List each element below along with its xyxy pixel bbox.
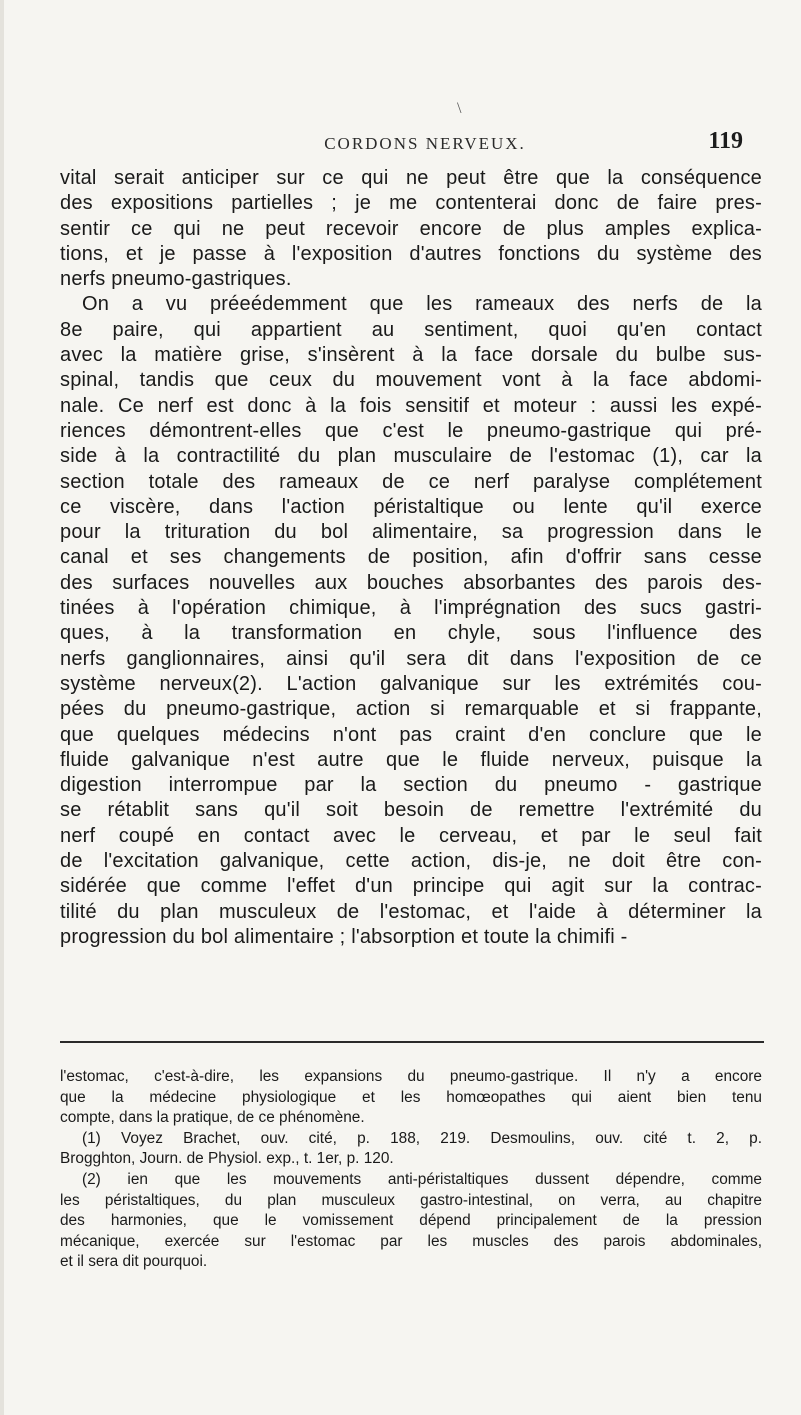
main-text: [60, 166, 762, 950]
text-line: side à la contractilité du plan musculaire de l'estomac (1), car la: [60, 445, 762, 468]
text-line: nerfs pneumo-gastriques.: [60, 268, 292, 291]
text-line: tilité du plan musculeux de l'estomac, et l'aide à déterminer la: [60, 900, 762, 923]
footnote-line: (2) ien que les mouvements anti-péristaltiques dussent dépendre, comme: [82, 1170, 762, 1188]
footnote-line: les péristaltiques, du plan musculeux gastro-intestinal, on verra, au chapitre: [60, 1191, 762, 1209]
footnote-line: (1) Voyez Brachet, ouv. cité, p. 188, 219. Desmoulins, ouv. cité t. 2, p.: [82, 1129, 762, 1147]
footnote-line: et il sera dit pourquoi.: [60, 1253, 208, 1271]
text-line: On a vu préeédemment que les rameaux des nerfs de la: [82, 293, 762, 316]
text-line: fluide galvanique n'est autre que le fluide nerveux, puisque la: [60, 748, 762, 771]
text-line: spinal, tandis que ceux du mouvement vont à la face abdomi-: [60, 369, 762, 392]
running-title: CORDONS NERVEUX.: [324, 134, 526, 153]
text-line: 8e paire, qui appartient au sentiment, quoi qu'en contact: [60, 318, 762, 341]
page-header: [60, 126, 761, 154]
text-line: de l'excitation galvanique, cette action, dis-je, ne doit être con-: [60, 850, 762, 873]
page-edge-shadow: [0, 0, 4, 1415]
text-line: pées du pneumo-gastrique, action si remarquable et si frappante,: [60, 698, 762, 721]
text-line: ques, à la transformation en chyle, sous l'influence des: [60, 622, 762, 645]
text-line: des surfaces nouvelles aux bouches absorbantes des parois des-: [60, 571, 762, 594]
text-line: se rétablit sans qu'il soit besoin de remettre l'extrémité du: [60, 799, 762, 822]
footnote-line: des harmonies, que le vomissement dépend principalement de la pression: [60, 1212, 762, 1230]
text-line: vital serait anticiper sur ce qui ne peut être que la conséquence: [60, 167, 762, 189]
text-line: nerf coupé en contact avec le cerveau, et par le seul fait: [60, 824, 762, 847]
text-line: des expositions partielles ; je me contenterai donc de faire pres-: [60, 192, 762, 215]
footnotes: [60, 1067, 762, 1273]
text-line: tinées à l'opération chimique, à l'imprégnation des sucs gastri-: [60, 597, 762, 620]
text-line: sentir ce qui ne peut recevoir encore de plus amples explica-: [60, 217, 762, 240]
text-line: système nerveux(2). L'action galvanique sur les extrémités cou-: [60, 672, 762, 695]
footnote-separator: [60, 1041, 764, 1043]
text-line: tions, et je passe à l'exposition d'autres fonctions du système des: [60, 242, 762, 265]
top-margin-mark: \: [457, 100, 462, 117]
text-line: section totale des rameaux de ce nerf paralyse complétement: [60, 470, 762, 493]
footnote-line: mécanique, exercée sur l'estomac par les muscles des parois abdominales,: [60, 1232, 762, 1250]
text-line: canal et ses changements de position, afin d'offrir sans cesse: [60, 546, 762, 569]
text-line: que quelques médecins n'ont pas craint d'en conclure que le: [60, 723, 762, 746]
text-line: digestion interrompue par la section du pneumo - gastrique: [60, 774, 762, 797]
text-line: progression du bol alimentaire ; l'absorption et toute la chimifi -: [60, 925, 628, 948]
text-line: avec la matière grise, s'insèrent à la face dorsale du bulbe sus-: [60, 344, 762, 367]
footnote-line: l'estomac, c'est-à-dire, les expansions du pneumo-gastrique. Il n'y a encore: [60, 1068, 762, 1085]
footnote-line: que la médecine physiologique et les homœopathes qui aient bien tenu: [60, 1088, 762, 1106]
footnote-line: Brogghton, Journ. de Physiol. exp., t. 1er, p. 120.: [60, 1150, 394, 1168]
text-line: sidérée que comme l'effet d'un principe qui agit sur la contrac-: [60, 875, 762, 898]
page-number: 119: [708, 128, 743, 154]
footnote-line: compte, dans la pratique, de ce phénomène.: [60, 1109, 365, 1127]
text-line: nale. Ce nerf est donc à la fois sensitif et moteur : aussi les expé-: [60, 394, 762, 417]
text-line: ce viscère, dans l'action péristaltique ou lente qu'il exerce: [60, 495, 762, 518]
text-line: pour la trituration du bol alimentaire, sa progression dans le: [60, 521, 762, 544]
text-line: nerfs ganglionnaires, ainsi qu'il sera dit dans l'exposition de ce: [60, 647, 762, 670]
text-line: riences démontrent-elles que c'est le pneumo-gastrique qui pré-: [60, 419, 762, 442]
